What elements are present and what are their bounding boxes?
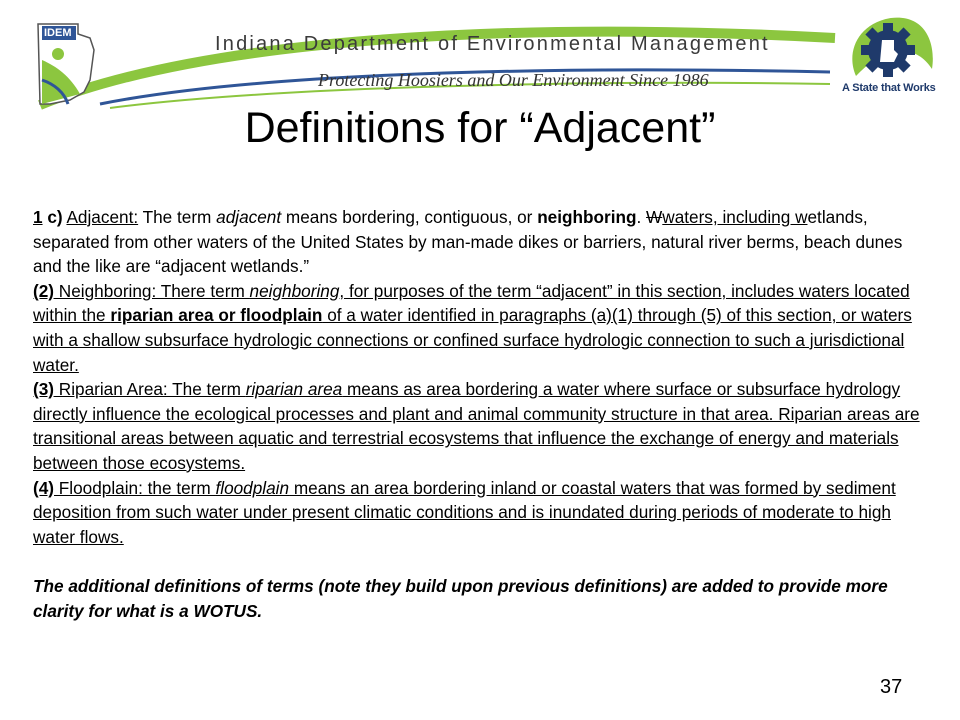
text-segment: means an area bordering inland or coastal waters that was formed by sediment deposition from such water under present climatic conditions and is inundated during periods of moderate to high water flows. xyxy=(33,477,896,547)
term-adjacent: Adjacent: xyxy=(66,207,139,227)
text-segment: of a water identified in paragraphs (a)(1) through (5) of this section, or waters with a shallow subsurface hydrologic connections or confined surface hydrologic connection to such a jurisdictional water. xyxy=(33,305,912,375)
text-segment: The term xyxy=(138,207,217,227)
text-segment: Floodplain: the term xyxy=(54,477,216,498)
header-banner xyxy=(0,0,960,110)
text-segment: Neighboring: There term xyxy=(54,280,250,301)
text-segment: means bordering, contiguous, or xyxy=(281,207,538,227)
definition-neighboring xyxy=(33,279,923,377)
text-segment: means as area bordering a water where surface or subsurface hydrology directly influence the ecological processes and plant and animal community structure in that area. Riparian areas are transitional areas between aquatic and terrestrial ecosystems that influence the exchange of energy and materials between those ecosystems. xyxy=(33,379,920,473)
item-number: (4) xyxy=(33,477,55,498)
italic-term: adjacent xyxy=(216,207,282,227)
italic-term: floodplain xyxy=(215,477,290,498)
closing-note: The additional definitions of terms (note they build upon previous definitions) are added to provide more clarity for what is a WOTUS. xyxy=(33,575,888,621)
definition-adjacent xyxy=(33,205,923,279)
item-number: (2) xyxy=(33,280,55,301)
bold-term: neighboring xyxy=(537,207,637,227)
page-number: 37 xyxy=(880,676,903,698)
definition-riparian-area xyxy=(33,377,923,475)
definitions-body xyxy=(33,205,923,623)
text-segment: Riparian Area: The term xyxy=(54,379,246,400)
text-segment: . xyxy=(636,207,647,227)
bold-term: riparian area or floodplain xyxy=(110,305,323,326)
inserted-text: waters, including w xyxy=(662,207,808,227)
state-that-works-text: A State that Works xyxy=(842,82,936,94)
text-segment: , for purposes of the term “adjacent” in this section, includes waters located within the xyxy=(33,280,910,326)
item-number: 1 xyxy=(33,207,43,227)
org-name: Indiana Department of Environmental Management xyxy=(215,33,770,55)
slide-title: Definitions for “Adjacent” xyxy=(244,104,716,152)
italic-term: neighboring xyxy=(249,280,340,301)
item-number: (3) xyxy=(33,379,55,400)
item-letter: c) xyxy=(42,207,63,227)
italic-term: riparian area xyxy=(245,379,343,400)
idem-logo-text: IDEM xyxy=(44,27,72,39)
definition-floodplain xyxy=(33,476,923,550)
text-segment: etlands, separated from other waters of the United States by man-made dikes or barriers, natural river berms, beach dunes and the like are “adjacent wetlands.” xyxy=(33,207,903,277)
tagline: Protecting Hoosiers and Our Environment Since 1986 xyxy=(318,70,709,90)
struck-text: W xyxy=(646,207,663,227)
